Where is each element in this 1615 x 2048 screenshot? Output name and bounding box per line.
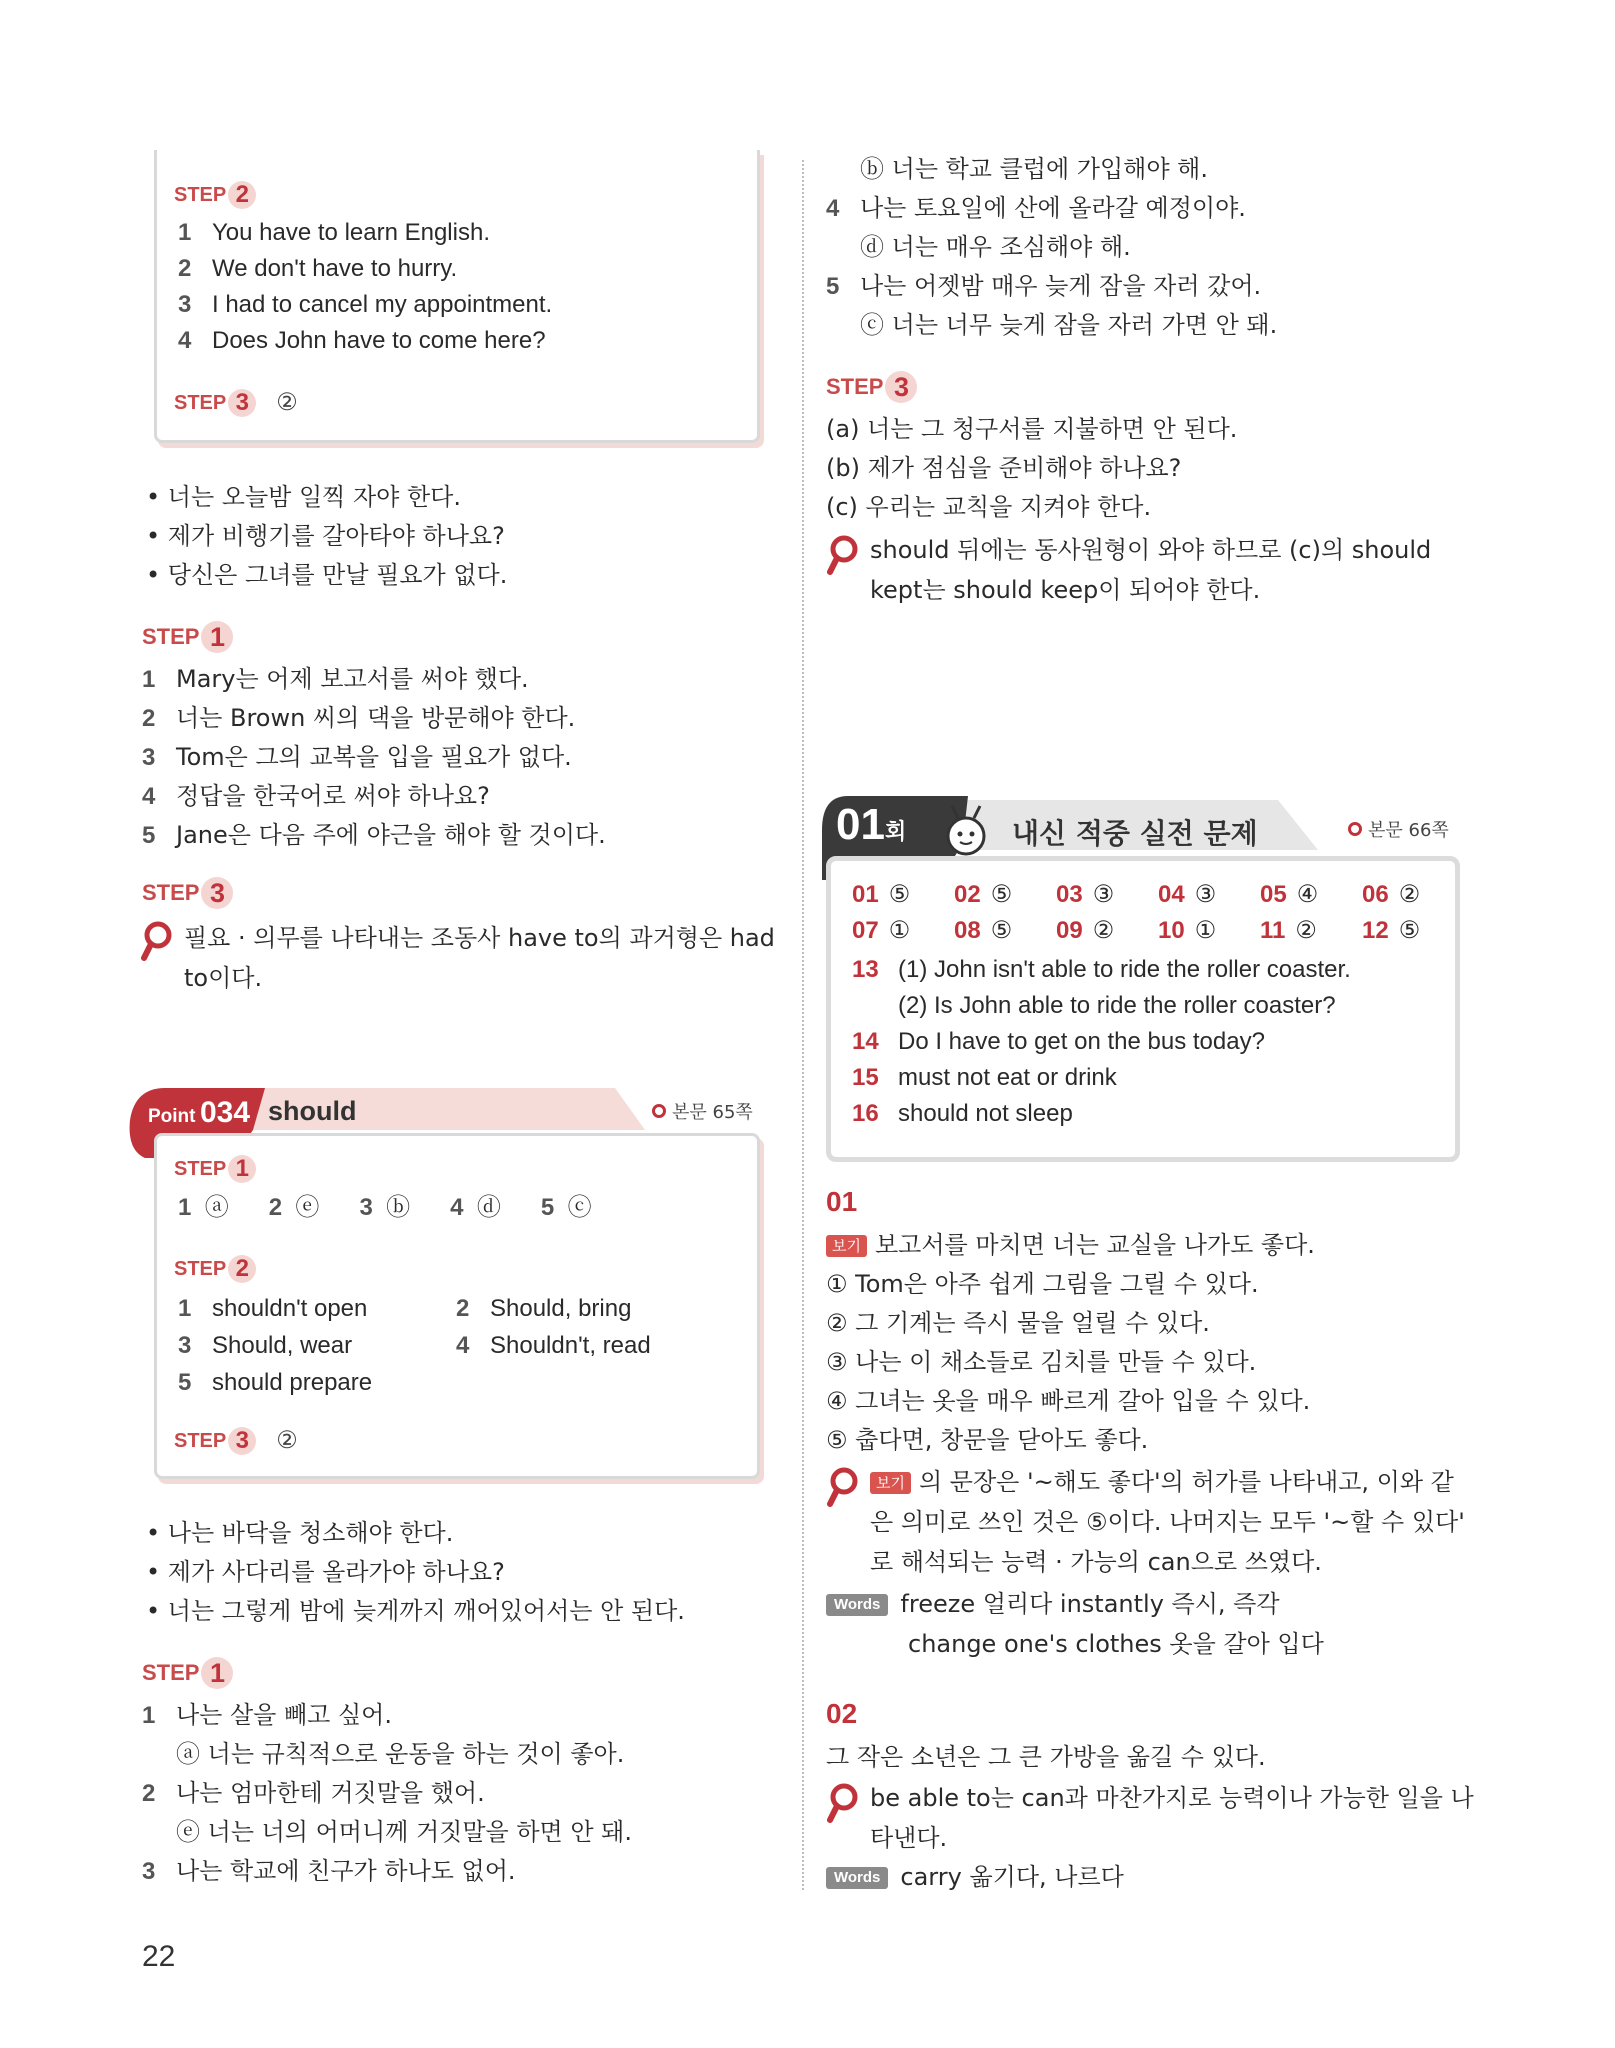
step-label: STEP 3 ② bbox=[174, 386, 298, 420]
list-item: 3 Tom은 그의 교복을 입을 필요가 없다. bbox=[142, 743, 572, 771]
list-item: • 제가 사다리를 올라가야 하나요? bbox=[146, 1553, 685, 1592]
point-badge: Point 034 bbox=[148, 1096, 251, 1129]
page-number: 22 bbox=[142, 1940, 176, 1973]
list-item: 2 We don't have to hurry. bbox=[178, 255, 458, 282]
bogi-tag: 보기 bbox=[870, 1472, 911, 1494]
list-item: (b) 제가 점심을 준비해야 하나요? bbox=[826, 454, 1182, 482]
continued-list bbox=[826, 150, 1277, 345]
answer-item: 04 ③ bbox=[1158, 881, 1217, 908]
mascot-icon bbox=[936, 800, 996, 860]
list-item: • 제가 비행기를 갈아타야 하나요? bbox=[146, 517, 507, 556]
question-body: 그 작은 소년은 그 큰 가방을 옮길 수 있다. bbox=[826, 1743, 1266, 1771]
list-item: 5 Jane은 다음 주에 야근을 해야 할 것이다. bbox=[142, 821, 606, 849]
sentence-list bbox=[146, 1514, 685, 1631]
answer-item: 07 ① bbox=[852, 917, 911, 944]
list-item: 5 should prepare bbox=[178, 1369, 373, 1396]
step-label: STEP 3 bbox=[142, 876, 233, 910]
answer-item: 01 ⑤ bbox=[852, 881, 911, 908]
answer-item: 10 ① bbox=[1158, 917, 1217, 944]
magnifier-icon bbox=[826, 534, 860, 580]
answer-item: 15 must not eat or drink bbox=[852, 1064, 1117, 1091]
long-answers bbox=[852, 952, 1351, 1132]
answer-item: 02 ⑤ bbox=[954, 881, 1013, 908]
step1-answers bbox=[178, 1188, 592, 1227]
question-number: 01 bbox=[826, 1186, 858, 1217]
list-item: ⓐ 너는 규칙적으로 운동을 하는 것이 좋아. bbox=[176, 1740, 625, 1768]
step-label: STEP 3 bbox=[826, 370, 917, 404]
option: ④ 그녀는 옷을 매우 빠르게 갈아 입을 수 있다. bbox=[826, 1387, 1311, 1415]
step-label bbox=[174, 178, 256, 212]
list-item: • 너는 오늘밤 일찍 자야 한다. bbox=[146, 478, 507, 517]
explanation-note: 필요 · 의무를 나타내는 조동사 have to의 과거형은 had to이다. bbox=[184, 924, 775, 992]
list-item: ⓓ 너는 매우 조심해야 해. bbox=[860, 233, 1131, 261]
step3-answer: ② bbox=[276, 1427, 298, 1454]
vocabulary: Words freeze 얼리다 instantly 즉시, 즉각 change one's clothes 옷을 갈아 입다 bbox=[826, 1584, 1324, 1664]
arrow-circle-icon bbox=[1348, 822, 1362, 836]
answer-item: 06 ② bbox=[1362, 881, 1421, 908]
list-item: ⓑ 너는 학교 클럽에 가입해야 해. bbox=[860, 155, 1208, 183]
list-item: 3 I had to cancel my appointment. bbox=[178, 291, 553, 318]
answer-item: 2 ⓔ bbox=[268, 1194, 320, 1221]
answer-item: 05 ④ bbox=[1260, 881, 1319, 908]
step2-list-col2 bbox=[456, 1290, 651, 1364]
answer-item: 5 ⓒ bbox=[540, 1194, 592, 1221]
answer-item: 09 ② bbox=[1056, 917, 1115, 944]
step-label: STEP 1 bbox=[174, 1152, 256, 1186]
page-reference: 본문 66쪽 bbox=[1348, 816, 1449, 842]
list-item: 1 You have to learn English. bbox=[178, 219, 490, 246]
list-item: ⓒ 너는 너무 늦게 잠을 자러 가면 안 돼. bbox=[860, 311, 1278, 339]
explanation-note: be able to는 can과 마찬가지로 능력이나 가능한 일을 나 타낸다. bbox=[870, 1784, 1474, 1852]
bogi-tag: 보기 bbox=[826, 1235, 867, 1257]
question-body bbox=[826, 1226, 1315, 1460]
option: ① Tom은 아주 쉽게 그림을 그릴 수 있다. bbox=[826, 1270, 1259, 1298]
step3-answer: ② bbox=[276, 389, 298, 416]
list-item: ⓔ 너는 너의 어머니께 거짓말을 하면 안 돼. bbox=[176, 1818, 632, 1846]
sentence-list bbox=[146, 478, 507, 595]
answer-grid bbox=[852, 880, 1442, 960]
magnifier-icon bbox=[826, 1782, 860, 1828]
answer-item: 4 ⓓ bbox=[450, 1194, 501, 1221]
list-item: • 너는 그렇게 밤에 늦게까지 깨어있어서는 안 된다. bbox=[146, 1592, 685, 1631]
answer-item: 08 ⑤ bbox=[954, 917, 1013, 944]
list-item: 2 너는 Brown 씨의 댁을 방문해야 한다. bbox=[142, 704, 576, 732]
answer-item: 14 Do I have to get on the bus today? bbox=[852, 1028, 1265, 1055]
magnifier-icon bbox=[826, 1466, 860, 1512]
list-item: 3 나는 학교에 친구가 하나도 없어. bbox=[142, 1857, 516, 1885]
answer-item: 12 ⑤ bbox=[1362, 917, 1421, 944]
option: ⑤ 춥다면, 창문을 닫아도 좋다. bbox=[826, 1426, 1149, 1454]
column-divider bbox=[802, 160, 804, 1890]
answer-item: 1 ⓐ bbox=[178, 1194, 229, 1221]
example-sentence: 보기 보고서를 마치면 너는 교실을 나가도 좋다. bbox=[826, 1226, 1315, 1265]
answer-item: 3 ⓑ bbox=[359, 1194, 411, 1221]
step2-list bbox=[178, 1290, 372, 1401]
list-item: 1 나는 살을 빼고 싶어. bbox=[142, 1701, 392, 1729]
step-number: 2 bbox=[228, 181, 256, 209]
list-item: 4 Shouldn't, read bbox=[456, 1332, 651, 1359]
page-reference: 본문 65쪽 bbox=[652, 1098, 753, 1124]
round-badge: 01회 bbox=[836, 800, 907, 849]
arrow-circle-icon bbox=[652, 1104, 666, 1118]
explanation-note: 보기 의 문장은 '~해도 좋다'의 허가를 나타내고, 이와 같 은 의미로 쓰인 것은 ⑤이다. 나머지는 모두 '~할 수 있다' 로 해석되는 능력 · 가능의 can으로 쓰였다. bbox=[870, 1468, 1465, 1576]
list-item: • 나는 바닥을 청소해야 한다. bbox=[146, 1514, 685, 1553]
step-text: STEP bbox=[174, 184, 227, 206]
words-tag: Words bbox=[826, 1594, 888, 1616]
list-item: • 당신은 그녀를 만날 필요가 없다. bbox=[146, 556, 507, 595]
step-label: STEP 3 ② bbox=[174, 1424, 298, 1458]
explanation-note: should 뒤에는 동사원형이 와야 하므로 (c)의 should kept는 should keep이 되어야 한다. bbox=[870, 536, 1432, 604]
point-title: should bbox=[268, 1096, 357, 1126]
question-number: 02 bbox=[826, 1698, 858, 1729]
list-item: 4 Does John have to come here? bbox=[178, 327, 546, 354]
list-item: 4 정답을 한국어로 써야 하나요? bbox=[142, 782, 490, 810]
magnifier-icon bbox=[140, 920, 174, 966]
step-label: STEP 2 bbox=[174, 1252, 256, 1286]
words-tag: Words bbox=[826, 1867, 888, 1889]
list-item: 1 Mary는 어제 보고서를 써야 했다. bbox=[142, 665, 529, 693]
list-item: 4 나는 토요일에 산에 올라갈 예정이야. bbox=[826, 194, 1246, 222]
list-item: (c) 우리는 교칙을 지켜야 한다. bbox=[826, 493, 1152, 521]
step1-list bbox=[142, 660, 606, 855]
exam-title: 내신 적중 실전 문제 bbox=[1012, 817, 1258, 850]
option: ③ 나는 이 채소들로 김치를 만들 수 있다. bbox=[826, 1348, 1257, 1376]
step-label: STEP 1 bbox=[142, 1656, 233, 1690]
step-label: STEP 1 bbox=[142, 620, 233, 654]
answer-item: 13 (1) John isn't able to ride the roller coaster. bbox=[852, 956, 1351, 983]
list-item: (a) 너는 그 청구서를 지불하면 안 된다. bbox=[826, 415, 1238, 443]
list-item: 3 Should, wear bbox=[178, 1332, 353, 1359]
answer-item: 03 ③ bbox=[1056, 881, 1115, 908]
list-item: 2 나는 엄마한테 거짓말을 했어. bbox=[142, 1779, 485, 1807]
step2-list bbox=[178, 215, 552, 359]
answer-item: 11 ② bbox=[1260, 917, 1317, 944]
list-item: 1 shouldn't open bbox=[178, 1295, 368, 1322]
answer-item: (2) Is John able to ride the roller coaster? bbox=[898, 992, 1336, 1019]
list-item: 2 Should, bring bbox=[456, 1295, 632, 1322]
answer-item: 16 should not sleep bbox=[852, 1100, 1073, 1127]
list-item: 5 나는 어젯밤 매우 늦게 잠을 자러 갔어. bbox=[826, 272, 1262, 300]
step1-list bbox=[142, 1696, 632, 1891]
step3-list bbox=[826, 410, 1237, 527]
option: ② 그 기계는 즉시 물을 얼릴 수 있다. bbox=[826, 1309, 1210, 1337]
vocabulary: Words carry 옮기다, 나르다 bbox=[826, 1858, 1124, 1897]
